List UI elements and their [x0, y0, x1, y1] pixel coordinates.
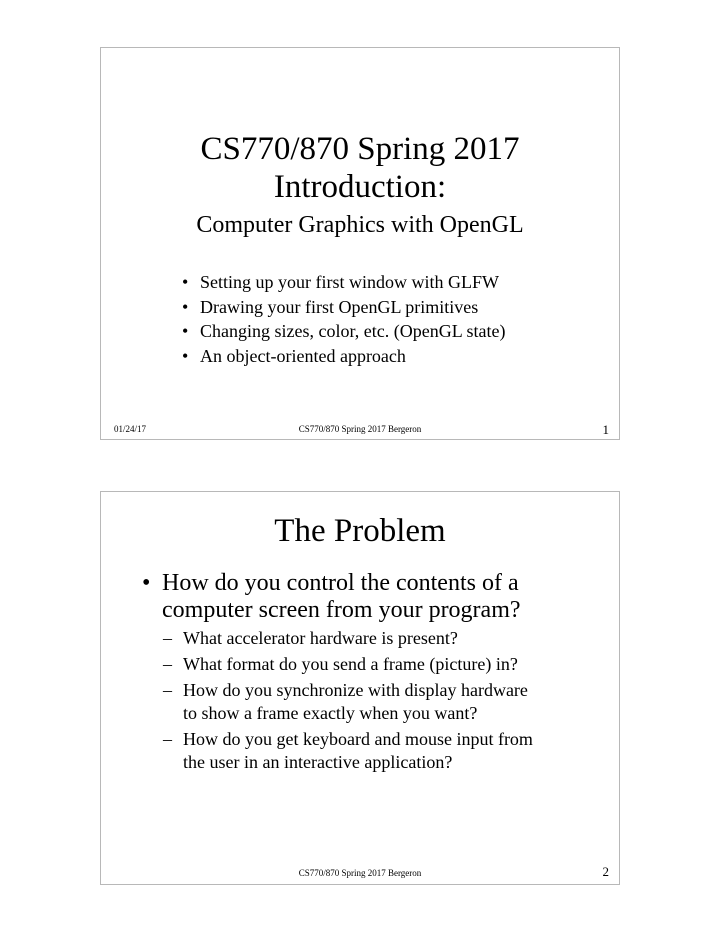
- sub-point-text-line-1: How do you synchronize with display hardware: [183, 680, 528, 700]
- slide-1-page-number: 1: [602, 422, 609, 437]
- list-item: [177, 295, 506, 320]
- bullet-icon: •: [182, 321, 189, 341]
- bullet-icon: •: [182, 345, 189, 366]
- bullet-icon: •: [182, 272, 189, 292]
- sub-point-text: What accelerator hardware is present?: [183, 628, 458, 648]
- sub-point-text-line-1: How do you get keyboard and mouse input from: [183, 729, 533, 749]
- slide-1-bullet-list: [177, 270, 506, 368]
- sub-list-item: [162, 728, 611, 774]
- dash-icon: –: [163, 729, 172, 749]
- dash-icon: –: [163, 628, 172, 648]
- slide-1-title-block: [101, 130, 619, 239]
- slide-1-footer-date: 01/24/17: [114, 424, 147, 434]
- slide-1-footer-text: CS770/870 Spring 2017 Bergeron: [298, 424, 422, 434]
- bullet-icon: •: [142, 570, 151, 596]
- sub-list-item: [162, 653, 611, 676]
- main-point-line-2: computer screen from your program?: [162, 597, 521, 623]
- slide-1-title-line-1: CS770/870 Spring 2017: [200, 131, 520, 167]
- list-item: [177, 344, 506, 369]
- bullet-text: An object-oriented approach: [200, 345, 406, 366]
- slide-2-footer-text: CS770/870 Spring 2017 Bergeron: [298, 868, 422, 878]
- list-item: [141, 570, 611, 774]
- slide-1-subtitle: Computer Graphics with OpenGL: [196, 212, 524, 238]
- main-point-line-1: How do you control the contents of a: [162, 570, 519, 596]
- sub-list-item: [162, 627, 611, 650]
- slide-2-title-block: [101, 512, 619, 550]
- slide-2-page-number: 2: [602, 864, 609, 879]
- slide-1-title-line-2: Introduction:: [273, 169, 447, 205]
- slide-2: [100, 491, 620, 885]
- bullet-text: Drawing your first OpenGL primitives: [200, 296, 479, 317]
- list-item: [177, 270, 506, 295]
- sub-point-text-line-2: the user in an interactive application?: [183, 752, 453, 772]
- dash-icon: –: [163, 654, 172, 674]
- slide-2-bullet-list: [141, 570, 611, 777]
- slide-2-title: The Problem: [274, 513, 446, 549]
- bullet-text: Setting up your first window with GLFW: [200, 272, 499, 292]
- bullet-icon: •: [182, 296, 189, 317]
- slide-2-sub-list: [162, 627, 611, 774]
- dash-icon: –: [163, 680, 172, 700]
- sub-point-text-line-2: to show a frame exactly when you want?: [183, 703, 478, 723]
- slide-1: [100, 47, 620, 440]
- sub-list-item: [162, 679, 611, 725]
- list-item: [177, 319, 506, 344]
- bullet-text: Changing sizes, color, etc. (OpenGL state): [200, 321, 506, 341]
- sub-point-text: What format do you send a frame (picture) in?: [183, 654, 518, 674]
